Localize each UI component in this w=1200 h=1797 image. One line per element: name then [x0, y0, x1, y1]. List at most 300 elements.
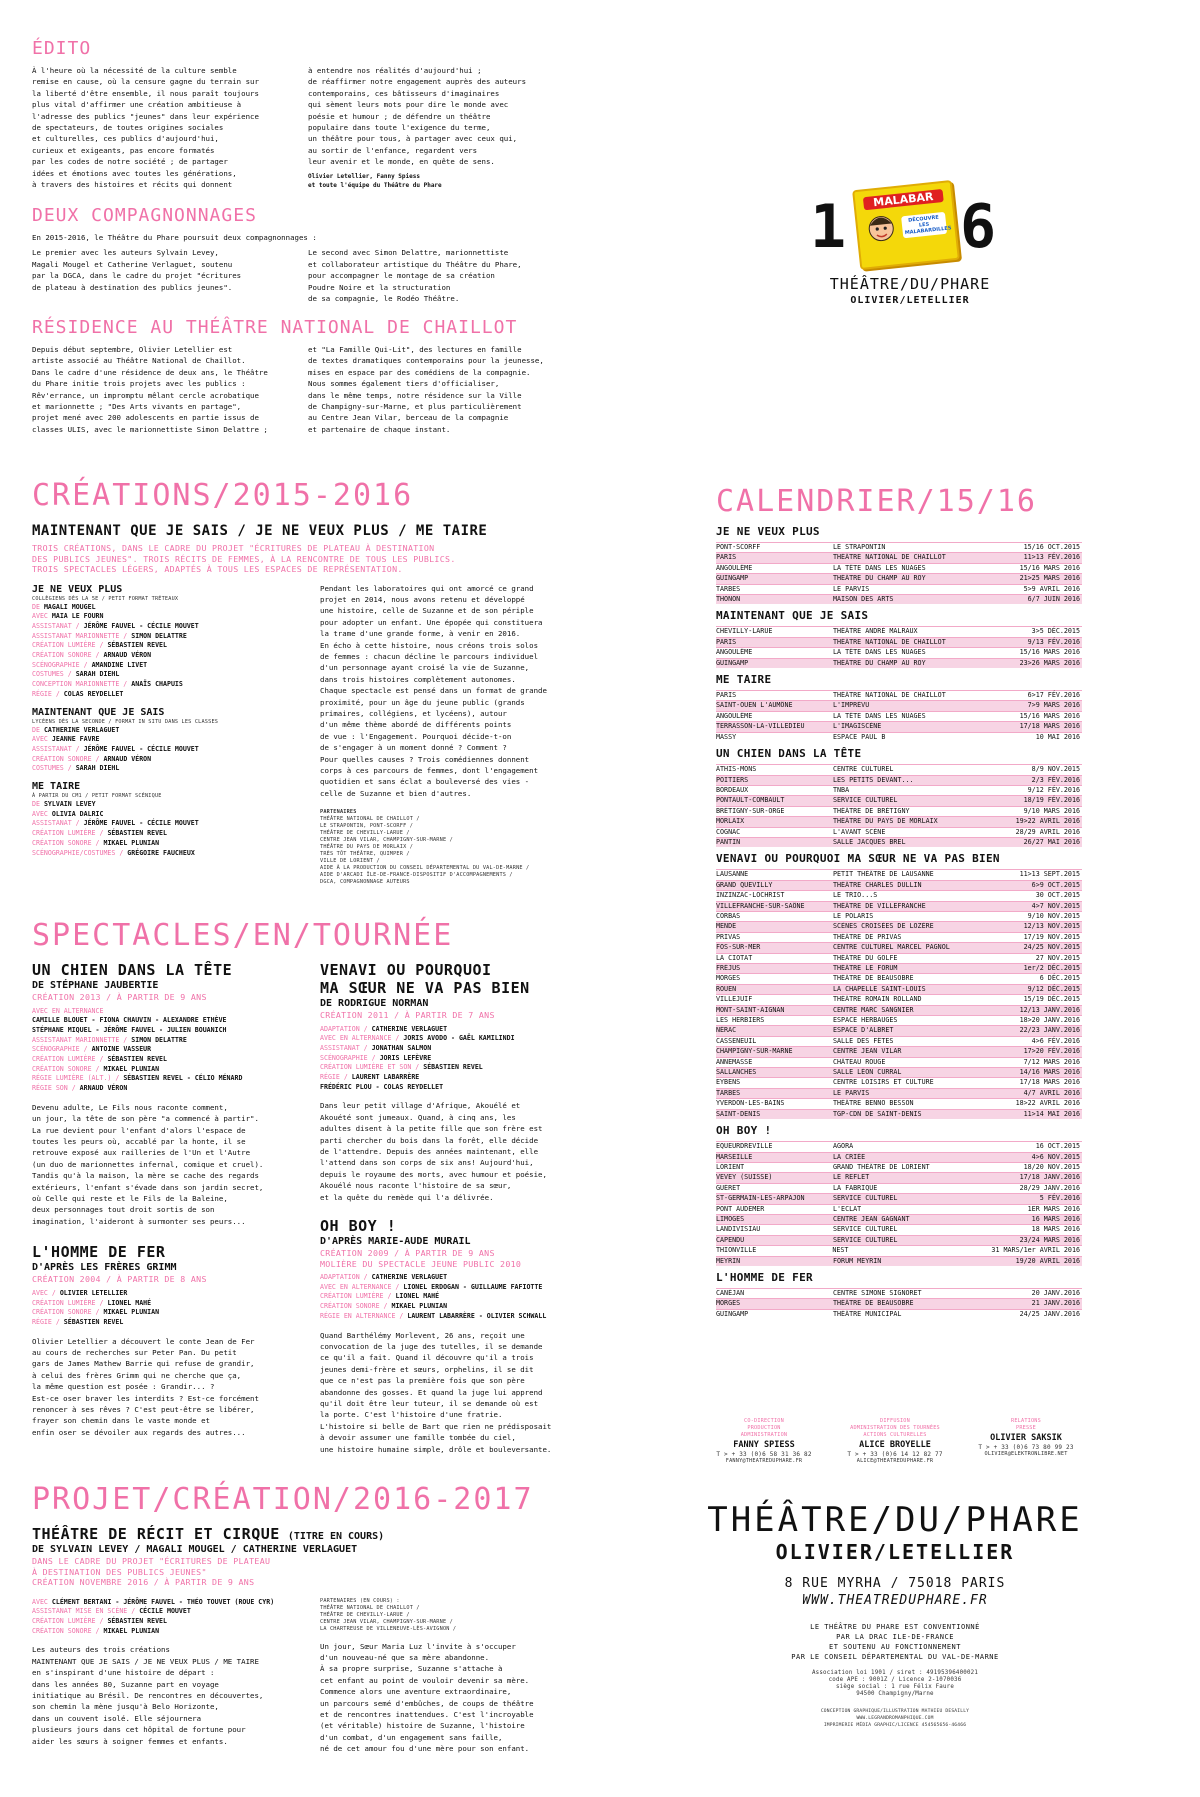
- credits-list: [32, 1598, 302, 1637]
- credit-role: RÉGIE /: [32, 689, 60, 698]
- edito-col2: à entendre nos réalités d'aujourd'hui ; de réaffirmer notre engagement auprès des auteurs contemporains, ces bâtisseurs d'imaginaires qui sèment leurs mots pour dire le monde avec poésie et humour ; de défendre un théâtre populaire dans toute l'exigence du terme, un théâtre pour tous, à partager avec ceux qui, au sortir de l'enfance, regardent vers leur avenir et le monde, en quête de sens.: [308, 66, 527, 167]
- calendar-venue: THÉÂTRE DU CHAMP AU ROY: [833, 658, 926, 667]
- credit-role: CRÉATION LUMIÈRE ET SON /: [320, 1063, 420, 1072]
- projet-info3: CRÉATION NOVEMBRE 2016 / À PARTIR DE 9 ANS: [32, 1577, 255, 1587]
- credit-role: CRÉATION SONORE /: [32, 754, 100, 763]
- contact-email[interactable]: FANNY@THEATREDUPHARE.FR: [725, 1458, 803, 1464]
- calendar-venue: L'AVANT SCÈNE: [833, 827, 886, 836]
- credit-line: [32, 1299, 302, 1309]
- credit-role: COSTUMES /: [32, 764, 72, 773]
- credit-role: ASSISTANAT /: [32, 621, 80, 630]
- calendar-body: [716, 525, 1082, 1319]
- credit-name: JÉRÔME FAUVEL - CÉCILE MOUVET: [83, 621, 199, 630]
- calendar-row: [716, 837, 1082, 847]
- credit-name: ARNAUD VÉRON: [103, 754, 152, 763]
- calendar-date: 28/29 JANV.2016: [1019, 1183, 1080, 1192]
- calendar-date: 24/25 JANV.2016: [1019, 1309, 1080, 1318]
- calendar-city: PARIS: [716, 553, 737, 562]
- calendar-row: [716, 1015, 1082, 1025]
- creations-shows-column: [32, 583, 302, 887]
- calendar-date: 10 MAI 2016: [1035, 732, 1080, 741]
- calendar-row: [716, 1204, 1082, 1214]
- credit-name: JEANNE FAVRE: [51, 735, 100, 744]
- contact-phone: T > + 33 (0)6 14 12 82 77: [847, 1451, 943, 1458]
- footer-design: CONCEPTION GRAPHIQUE/ILLUSTRATION MATHIEU DESAILLY WWW.LEGRANDROMANPHIQUE.COM IMPRIMERIE MÉDIA GRAPHIC/LICENCE 454565656-46466: [820, 1709, 970, 1728]
- calendar-row: [716, 1088, 1082, 1098]
- credit-line: [32, 764, 302, 774]
- calendar-venue: THÉÂTRE DU CHAMP AU ROY: [833, 574, 926, 583]
- creations-text: Pendant les laboratoires qui ont amorcé ce grand projet en 2014, nous avons retenu et développé une histoire, celle de Suzanne et de son périple pour adopter un enfant. Une épopée qui constituera la trame d'une grande forme, à venir en 2016. En écho à cette histoire, nous créons trois solos de femmes : chacun décline le parcours individuel d'un personnage ayant croisé la vie de Suzanne, dans trois histoires complètement autonomes. Chaque spectacle est pensé dans un format de grande proximité, pour un âge du jeune public (grands primaires, collégiens, et lycéens), autour d'un même thème abordé de différents points de vue : l'Engagement. Pourquoi décide-t-on de s'engager à un moment donné ? Comment ? Pour quelles causes ? Trois comédiennes donnent corps à ces parcours de femmes, dont l'engagement quotidien et sans éclat a bouleversé des vies - celle de Suzanne et bien d'autres.: [320, 583, 547, 798]
- credit-line: [32, 755, 302, 765]
- calendar-row: [716, 1057, 1082, 1067]
- credit-role: CRÉATION LUMIÈRE /: [32, 1616, 104, 1625]
- calendar-venue: THÉÂTRE NATIONAL DE CHAILLOT: [833, 691, 946, 700]
- calendar-venue: PETIT THÉÂTRE DE LAUSANNE: [833, 870, 934, 879]
- credit-name: JORIS AVODO - GAËL KAMILINDI: [403, 1034, 515, 1043]
- calendar-city: LAUSANNE: [716, 870, 749, 879]
- calendar-venue: ESPACE PAUL B: [833, 732, 886, 741]
- calendar-row: [716, 1288, 1082, 1298]
- calendar-row: [716, 827, 1082, 837]
- calendar-venue: CENTRE CULTUREL MARCEL PAGNOL: [833, 943, 950, 952]
- credit-name: SIMON DELATTRE: [131, 1035, 187, 1044]
- credit-line: [32, 1055, 302, 1065]
- show-info: CRÉATION 2011 / À PARTIR DE 7 ANS: [320, 1010, 495, 1020]
- credit-name: OLIVIER LETELLIER: [59, 1288, 128, 1297]
- credit-line: [320, 1034, 588, 1044]
- calendar-section-title: JE NE VEUX PLUS: [716, 525, 820, 538]
- credit-name: SÉBASTIEN REVEL: [107, 829, 167, 838]
- calendar-date: 9/10 NOV.2015: [1027, 911, 1080, 920]
- calendar-date: 23>26 MARS 2016: [1019, 658, 1080, 667]
- credit-name: MIKAEL PLUNIAN: [103, 1064, 160, 1073]
- credit-role: CRÉATION LUMIÈRE /: [32, 1055, 104, 1064]
- credit-name: JONATHAN SALMON: [371, 1043, 432, 1052]
- credit-line: [320, 1083, 588, 1093]
- calendar-row: [716, 994, 1082, 1004]
- calendar-venue: LE POLARIS: [833, 911, 874, 920]
- calendar-venue: LES PETITS DEVANT...: [833, 775, 914, 784]
- credit-role: CRÉATION LUMIÈRE /: [32, 641, 104, 650]
- calendar-venue: SCÈNES CROISÉES DE LOZÈRE: [833, 922, 934, 931]
- credit-name: MIKAEL PLUNIAN: [103, 838, 160, 847]
- calendar-row: [716, 795, 1082, 805]
- credit-role: ADAPTATION /: [320, 1024, 368, 1033]
- credit-name: ARNAUD VÉRON: [103, 651, 152, 660]
- show-cast: CAMILLE BLOUET - FIONA CHAUVIN - ALEXANDRE ETHÈVE STÉPHANE MIQUEL - JÉRÔME FAUVEL - JULIEN BOUANICH: [32, 1016, 227, 1034]
- contact-role: CO-DIRECTION PRODUCTION ADMINISTRATION: [740, 1418, 788, 1438]
- credit-name: JORIS LEFÈVRE: [379, 1053, 432, 1062]
- edito-title: ÉDITO: [32, 38, 92, 59]
- credit-name: AMANDINE LIVET: [91, 660, 148, 669]
- calendar-date: 20 JANV.2016: [1031, 1288, 1080, 1297]
- compagnonnages-title: DEUX COMPAGNONNAGES: [32, 205, 257, 226]
- show-oh-boy: [320, 1217, 588, 1455]
- calendar-date: 22/23 JANV.2016: [1019, 1026, 1080, 1035]
- credit-line: [32, 1607, 302, 1617]
- calendar-city: BRÉTIGNY-SUR-ORGE: [716, 806, 785, 815]
- calendar-date: 7/12 MARS 2016: [1023, 1057, 1080, 1066]
- calendar-table: [716, 764, 1082, 847]
- calendar-date: 21>25 MARS 2016: [1019, 574, 1080, 583]
- credit-name: ARNAUD VÉRON: [79, 1084, 128, 1093]
- calendar-venue: LA TÊTE DANS LES NUAGES: [833, 563, 926, 572]
- calendar-city: MARSEILLE: [716, 1152, 753, 1161]
- projet-info1: DANS LE CADRE DU PROJET "ÉCRITURES DE PLATEAU: [32, 1556, 271, 1566]
- credit-line: [32, 1627, 302, 1637]
- credit-line: [32, 1065, 302, 1075]
- calendar-row: [716, 1098, 1082, 1108]
- calendar-row: [716, 1298, 1082, 1308]
- credit-name: MIKAEL PLUNIAN: [103, 1308, 160, 1317]
- credit-role: AVEC EN ALTERNANCE /: [320, 1034, 400, 1043]
- calendar-date: 18>22 AVRIL 2016: [1015, 1099, 1080, 1108]
- footer-director: OLIVIER/LETELLIER: [775, 1540, 1015, 1564]
- show-author: DE STÉPHANE JAUBERTIE: [32, 980, 159, 991]
- calendar-row: [716, 932, 1082, 942]
- credit-role: ASSISTANAT /: [32, 819, 80, 828]
- show-title: MAINTENANT QUE JE SAIS: [32, 706, 165, 718]
- footer-legal: Association loi 1901 / siret : 49195396400021 code APE : 9001Z / Licence 2-1070036 siège social : 1 rue Félix Faure 94500 Champigny/Marne: [811, 1670, 979, 1697]
- credit-role: CRÉATION SONORE /: [32, 651, 100, 660]
- calendar-row: [716, 626, 1082, 636]
- calendar-venue: LE PARVIS: [833, 1088, 870, 1097]
- calendar-city: SAINT-OUEN L'AUMÔNE: [716, 701, 793, 710]
- calendar-date: 1er/2 DÉC.2015: [1023, 964, 1080, 972]
- credit-line: [32, 1074, 302, 1084]
- year-digit-right: 6: [960, 192, 997, 262]
- calendar-city: FRÉJUS: [716, 964, 741, 972]
- tournee-title: SPECTACLES/EN/TOURNÉE: [32, 918, 454, 953]
- calendar-venue: THÉÂTRE DU GOLFE: [833, 953, 898, 962]
- residence-title: RÉSIDENCE AU THÉÂTRE NATIONAL DE CHAILLOT: [32, 317, 518, 338]
- footer-block: [690, 1500, 1100, 1729]
- calendar-venue: CENTRE CULTUREL: [833, 765, 894, 774]
- edito-signature: Olivier Letellier, Fanny Spiess et toute l'équipe du Théâtre du Phare: [308, 172, 442, 189]
- creations-partners-title: PARTENAIRES: [320, 809, 357, 816]
- calendar-date: 28/29 AVRIL 2016: [1015, 827, 1080, 836]
- credit-line: [32, 603, 302, 613]
- show-text: Dans leur petit village d'Afrique, Akouélé et Akouété sont jumeaux. Quand, à cinq ans, les adultes disent à la petite fille que son frère est parti chercher du bois dans la forêt, elle décide de l'attendre. Depuis des années maintenant, elle l'attend dans son corps de six ans! Aujourd'hui, depuis le royaume des morts, avec humour et poésie, Akouélé nous raconte l'histoire de sa sœur, et la quête du remède qui l'a délivrée.: [320, 1101, 547, 1202]
- show-maintenant-que-je-sais: [32, 706, 302, 775]
- credit-role: CRÉATION LUMIÈRE /: [32, 829, 104, 838]
- credit-line: [32, 839, 302, 849]
- show-title-line2: MA SŒUR NE VA PAS BIEN: [320, 979, 530, 997]
- calendar-venue: TGP-CDN DE SAINT-DENIS: [833, 1109, 922, 1118]
- calendar-venue: THÉÂTRE ANDRÉ MALRAUX: [833, 627, 918, 636]
- credit-line: [32, 1617, 302, 1627]
- calendar-section: [716, 1271, 1082, 1319]
- calendar-section-title: OH BOY !: [716, 1124, 772, 1138]
- credit-line: [32, 829, 302, 839]
- calendar-venue: ESPACE HERBAUGES: [833, 1016, 898, 1025]
- credit-name: SARAH DIEHL: [75, 764, 120, 773]
- credit-role: CONCEPTION MARIONNETTE /: [32, 680, 128, 689]
- credit-line: [32, 745, 302, 755]
- calendar-venue: GRAND THÉÂTRE DE LORIENT: [833, 1162, 930, 1171]
- calendar-city: ROUEN: [716, 984, 737, 993]
- credit-role: DE: [32, 602, 40, 611]
- credit-line: [32, 800, 302, 810]
- credit-name: COLAS REYDELLET: [63, 689, 124, 698]
- show-title: VENAVI OU POURQUOI: [320, 961, 492, 979]
- credit-role: AVEC: [32, 1597, 48, 1606]
- credit-name: SARAH DIEHL: [75, 670, 120, 679]
- credit-name: SÉBASTIEN REVEL: [423, 1063, 483, 1072]
- contact-role: DIFFUSION ADMINISTRATION DES TOURNÉES ACTIONS CULTURELLES: [850, 1418, 940, 1438]
- credit-name: FRÉDÉRIC PLOU - COLAS REYDELLET: [320, 1082, 444, 1091]
- credit-line: [32, 651, 302, 661]
- show-title: OH BOY !: [320, 1217, 397, 1236]
- creations-section: [32, 478, 592, 886]
- contact-email[interactable]: ALICE@THEATREDUPHARE.FR: [856, 1458, 934, 1464]
- calendar-date: 11>14 MAI 2016: [1023, 1109, 1080, 1118]
- calendar-venue: THÉÂTRE DE PRIVAS: [833, 932, 902, 941]
- credits-list: [320, 1025, 588, 1093]
- calendar-venue: LE PARVIS: [833, 584, 870, 593]
- credit-role: RÉGIE LUMIÈRE (ALT.) /: [32, 1074, 120, 1083]
- credit-role: AVEC: [32, 612, 48, 621]
- credit-role: AVEC: [32, 809, 48, 818]
- credits-list: [32, 800, 302, 858]
- credit-name: SÉBASTIEN REVEL: [107, 641, 167, 650]
- credit-role: SCÉNOGRAPHIE /: [320, 1053, 376, 1062]
- calendar-row: [716, 775, 1082, 785]
- credit-name: MIKAEL PLUNIAN: [391, 1302, 448, 1311]
- calendar-date: 5 FÉV.2016: [1039, 1194, 1080, 1203]
- calendar-date: 15/16 MARS 2016: [1019, 563, 1080, 572]
- calendar-city: GUINGAMP: [716, 574, 749, 583]
- credit-role: CRÉATION SONORE /: [32, 1308, 100, 1317]
- calendar-section-title: MAINTENANT QUE JE SAIS: [716, 609, 869, 623]
- credit-line: [32, 670, 302, 680]
- calendar-city: MASSY: [716, 732, 737, 741]
- credits-list: [32, 1036, 302, 1094]
- calendar-row: [716, 690, 1082, 700]
- calendar-row: [716, 785, 1082, 795]
- calendar-city: PANTIN: [716, 837, 741, 846]
- credit-name: SÉBASTIEN REVEL - CÉLIO MÉNARD: [123, 1074, 243, 1083]
- logo-director: OLIVIER/LETELLIER: [850, 295, 970, 306]
- calendar-date: 6 DÉC.2015: [1039, 974, 1080, 983]
- credit-line: [32, 661, 302, 671]
- calendar-row: [716, 552, 1082, 562]
- calendar-venue: L'ECLAT: [833, 1204, 862, 1213]
- calendar-venue: THÉÂTRE DE BEAUSOBRE: [833, 974, 914, 983]
- calendar-row: [716, 764, 1082, 774]
- calendar-city: PRIVAS: [716, 932, 741, 941]
- credit-name: CATHERINE VERLAGUET: [43, 725, 120, 734]
- credit-role: DE: [32, 725, 40, 734]
- calendar-city: PONTAULT-COMBAULT: [716, 796, 785, 805]
- credit-role: ASSISTANAT MISE EN SCÈNE /: [32, 1607, 136, 1616]
- show-un-chien-dans-la-tete: [32, 961, 302, 1227]
- contact-email[interactable]: OLIVIER@ELEKTRONLIBRE.NET: [984, 1451, 1068, 1457]
- credit-name: LAURENT LABARRÈRE: [351, 1073, 420, 1082]
- credit-name: ANTOINE VASSEUR: [91, 1045, 152, 1054]
- calendar-date: 17/18 JANV.2016: [1019, 1173, 1080, 1182]
- calendar-date: 31 MARS/1er AVRIL 2016: [991, 1246, 1080, 1255]
- calendar-date: 15/19 DÉC.2015: [1023, 995, 1080, 1004]
- calendar-city: ANGOULÊME: [716, 711, 753, 720]
- show-title: L'HOMME DE FER: [32, 1243, 166, 1262]
- projet-text1: Les auteurs des trois créations MAINTENANT QUE JE SAIS / JE NE VEUX PLUS / ME TAIRE en s'inspirant d'une histoire de départ : dans les années 80, Suzanne part en voyage initiatique au Brésil. De rencontres en découvertes, son chemin la mène jusqu'à Belo Horizonte, dans un couvent isolé. Elle séjournera plusieurs jours dans cet hôpital de fortune pour aider les sœurs à soigner femmes et enfants.: [32, 1645, 264, 1746]
- calendar-venue: THÉÂTRE MUNICIPAL: [833, 1309, 902, 1318]
- creations-heading: MAINTENANT QUE JE SAIS / JE NE VEUX PLUS / ME TAIRE: [32, 523, 488, 539]
- show-author: D'APRÈS LES FRÈRES GRIMM: [32, 1262, 177, 1274]
- calendar-venue: THÉÂTRE DE BEAUSOBRE: [833, 1299, 914, 1308]
- credit-role: CRÉATION LUMIÈRE /: [32, 1298, 104, 1307]
- calendar-venue: LA CHAPELLE SAINT-LOUIS: [833, 984, 926, 993]
- contact-name: ALICE BROYELLE: [859, 1440, 931, 1450]
- calendar-venue: SERVICE CULTUREL: [833, 1235, 898, 1244]
- calendar-date: 27 NOV.2015: [1035, 953, 1080, 962]
- calendar-city: CORBAS: [716, 911, 741, 920]
- calendar-city: ATHIS-MONS: [716, 765, 757, 774]
- calendar-date: 19/20 AVRIL 2016: [1015, 1256, 1080, 1265]
- credit-name: CÉCILE MOUVET: [139, 1607, 191, 1616]
- calendar-row: [716, 1245, 1082, 1255]
- show-title: UN CHIEN DANS LA TÊTE: [32, 961, 233, 979]
- calendar-venue: LE STRAPONTIN: [833, 543, 886, 551]
- calendar-venue: THÉÂTRE DE VILLEFRANCHE: [833, 901, 926, 910]
- calendar-city: THONON: [716, 595, 741, 604]
- calendar-row: [716, 880, 1082, 890]
- calendar-date: 26/27 MAI 2016: [1023, 837, 1080, 846]
- credit-line: [32, 632, 302, 642]
- calendar-section: [716, 673, 1082, 742]
- calendar-date: 9/12 DÉC.2015: [1027, 984, 1080, 993]
- calendar-date: 12/13 NOV.2015: [1023, 922, 1080, 931]
- calendar-city: PONT AUDEMER: [716, 1204, 765, 1213]
- creations-title: CRÉATIONS/2015-2016: [32, 478, 414, 513]
- credit-name: MIKAEL PLUNIAN: [103, 1626, 160, 1635]
- calendar-city: LANDIVISIAU: [716, 1225, 761, 1234]
- calendar-row: [716, 1309, 1082, 1319]
- calendar-venue: THÉÂTRE LE FORUM: [833, 964, 898, 972]
- calendar-city: GRAND QUEVILLY: [716, 880, 773, 889]
- credit-role: ASSISTANAT /: [320, 1043, 368, 1052]
- credit-name: CLÉMENT BERTANI - JÉRÔME FAUVEL - THÉO TOUVET (ROUE CYR): [51, 1597, 275, 1606]
- credit-line: [32, 612, 302, 622]
- show-author: DE RODRIGUE NORMAN: [320, 998, 429, 1009]
- contact-card: [700, 1418, 828, 1465]
- calendar-row: [716, 658, 1082, 668]
- calendar-date: 23/24 MARS 2016: [1019, 1235, 1080, 1244]
- calendar-row: [716, 1152, 1082, 1162]
- credit-name: LIONEL MAHÉ: [395, 1292, 440, 1301]
- calendar-venue: SALLE LÉON CURRAL: [833, 1068, 902, 1077]
- calendar-date: 24/25 NOV.2015: [1023, 943, 1080, 952]
- calendar-row: [716, 594, 1082, 604]
- compagnonnages-col2: Le second avec Simon Delattre, marionnettiste et collaborateur artistique du Théâtre du Phare, pour accompagner le montage de sa création Poudre Noire et la structuration de sa compagnie, le Rodéo Théâtre.: [308, 248, 522, 304]
- contact-card: [962, 1418, 1090, 1465]
- credit-role: CRÉATION SONORE /: [32, 1626, 100, 1635]
- calendar-section-title: VENAVI OU POURQUOI MA SŒUR NE VA PAS BIEN: [716, 852, 1000, 866]
- calendar-row: [716, 1214, 1082, 1224]
- calendar-row: [716, 700, 1082, 710]
- credit-name: OLIVIA DALRIC: [51, 809, 104, 818]
- calendar-venue: CHÂTEAU ROUGE: [833, 1057, 886, 1066]
- credit-role: RÉGIE /: [320, 1073, 348, 1082]
- show-venavi: [320, 961, 588, 1203]
- calendar-date: 6>9 OCT.2015: [1031, 880, 1080, 889]
- calendar-date: 21 JANV.2016: [1031, 1299, 1080, 1308]
- projet-heading-note: (TITRE EN COURS): [287, 1531, 385, 1542]
- credit-line: [320, 1054, 588, 1064]
- year-digit-left: 1: [810, 192, 847, 262]
- calendar-venue: CENTRE SIMONE SIGNORET: [833, 1288, 922, 1297]
- credit-role: AVEC EN ALTERNANCE: [32, 1006, 104, 1015]
- calendar-date: 12/13 JANV.2016: [1019, 1005, 1080, 1014]
- logo-name: THÉÂTRE/DU/PHARE: [829, 275, 991, 293]
- calendar-city: ANGOULÊME: [716, 648, 753, 657]
- credit-line: [32, 810, 302, 820]
- calendar-date: 14/16 MARS 2016: [1019, 1068, 1080, 1077]
- credit-name: SÉBASTIEN REVEL: [107, 1616, 167, 1625]
- credit-role: RÉGIE EN ALTERNANCE /: [320, 1311, 404, 1320]
- calendar-venue: CENTRE MARC SANGNIER: [833, 1005, 914, 1014]
- calendar-city: TARBES: [716, 584, 741, 593]
- calendar-venue: LA FABRIQUE: [833, 1183, 878, 1192]
- credit-line: [32, 641, 302, 651]
- calendar-city: PARIS: [716, 691, 737, 700]
- credit-role: SCÉNOGRAPHIE /: [32, 1045, 88, 1054]
- calendar-date: 9/12 FÉV.2016: [1027, 785, 1080, 794]
- calendar-table: [716, 690, 1082, 742]
- calendar-city: EQUEURDREVILLE: [716, 1142, 773, 1151]
- credit-line: [32, 1598, 302, 1608]
- show-note: À PARTIR DU CM1 / PETIT FORMAT SCÉNIQUE: [32, 793, 162, 800]
- credits-list: [320, 1273, 588, 1322]
- calendar-row: [716, 1046, 1082, 1056]
- show-info: CRÉATION 2013 / À PARTIR DE 9 ANS: [32, 992, 207, 1002]
- calendar-city: VILLEFRANCHE-SUR-SAÔNE: [716, 901, 805, 910]
- calendar-row: [716, 984, 1082, 994]
- calendar-city: MORGES: [716, 974, 741, 983]
- calendrier-title: CALENDRIER/15/16: [716, 484, 1037, 519]
- calendar-table: [716, 542, 1082, 604]
- credit-line: [32, 1036, 302, 1046]
- calendar-venue: THÉÂTRE NATIONAL DE CHAILLOT: [833, 637, 946, 646]
- calendar-date: 9/13 FÉV.2016: [1027, 637, 1080, 646]
- projet-authors: DE SYLVAIN LEVEY / MAGALI MOUGEL / CATHERINE VERLAGUET: [32, 1544, 358, 1555]
- calendar-date: 11>13 FÉV.2016: [1023, 553, 1080, 562]
- footer-convention: LE THÉÂTRE DU PHARE EST CONVENTIONNÉ PAR LA DRAC ILE-DE-FRANCE ET SOUTENU AU FONCTIONNEMENT PAR LE CONSEIL DÉPARTEMENTAL DU VAL-DE-MARNE: [791, 1623, 999, 1661]
- calendar-date: 4>6 FÉV.2016: [1031, 1036, 1080, 1045]
- calendar-city: THIONVILLE: [716, 1246, 757, 1255]
- footer-website[interactable]: WWW.THEATREDUPHARE.FR: [802, 1593, 988, 1608]
- credit-role: CRÉATION SONORE /: [32, 838, 100, 847]
- projet-text2: Un jour, Sœur Maria Luz l'invite à s'occuper d'un nouveau-né que sa mère abandonne. À sa propre surprise, Suzanne s'attache à cet enfant au point de vouloir devenir sa mère. Commence alors une aventure extraordinaire, un parcours semé d'embûches, de coups de théâtre et de rencontres inattendues. C'est l'incroyable (et véritable) histoire de Suzanne, l'histoire d'un combat, d'un engagement sans faille, né de cet amour fou d'une mère pour son enfant.: [320, 1641, 534, 1754]
- calendar-city: INZINZAC-LOCHRIST: [716, 891, 785, 900]
- credit-name: JÉRÔME FAUVEL - CÉCILE MOUVET: [83, 744, 199, 753]
- projet-title: PROJET/CRÉATION/2016-2017: [32, 1482, 534, 1517]
- credit-line: [32, 735, 302, 745]
- contact-role: RELATIONS PRESSE: [1011, 1418, 1041, 1431]
- calendar-venue: FORUM MEYRIN: [833, 1256, 882, 1265]
- credit-name: MAGALI MOUGEL: [43, 602, 96, 611]
- credit-line: [320, 1312, 588, 1322]
- credit-role: DE: [32, 800, 40, 809]
- calendar-row: [716, 1077, 1082, 1087]
- calendar-city: ANNEMASSE: [716, 1057, 753, 1066]
- calendar-date: 4>7 NOV.2015: [1031, 901, 1080, 910]
- calendar-venue: CENTRE LOISIRS ET CULTURE: [833, 1078, 934, 1087]
- calendar-row: [716, 1005, 1082, 1015]
- credit-line: [320, 1273, 588, 1283]
- calendar-venue: THÉÂTRE ROMAIN ROLLAND: [833, 995, 922, 1004]
